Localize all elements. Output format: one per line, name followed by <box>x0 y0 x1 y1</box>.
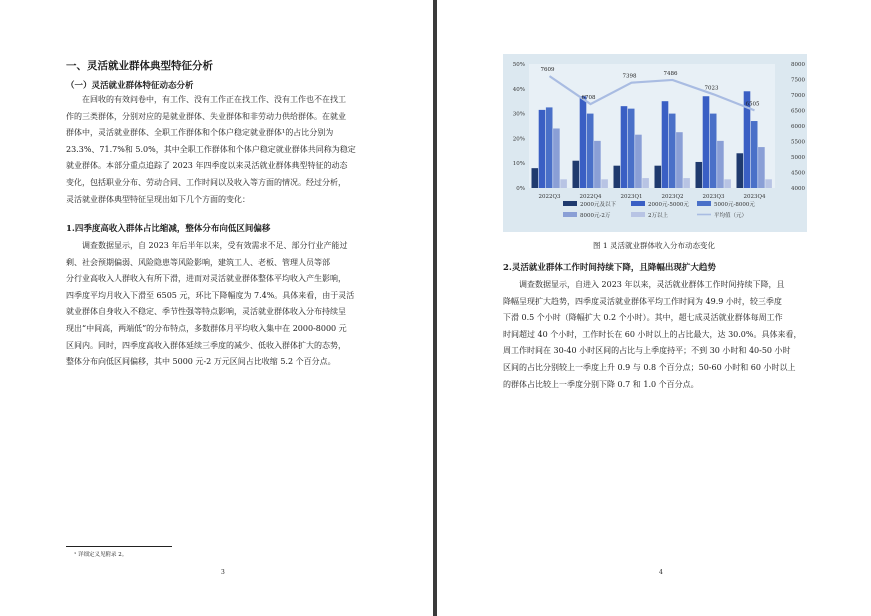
legend-label: 平均值（元） <box>714 213 748 219</box>
legend-swatch <box>563 201 577 206</box>
legend-swatch <box>631 212 645 217</box>
bar <box>539 110 546 188</box>
line-data-label: 7398 <box>622 73 637 80</box>
legend-label: 5000元-8000元 <box>714 202 755 208</box>
bar <box>655 166 662 188</box>
category-label: 2023Q4 <box>743 194 766 200</box>
bar <box>703 96 710 188</box>
paragraph-line: 时间超过 40 个小时，工作时长在 60 小时以上的占比最大，达 30.0%。具体来看， <box>503 329 802 339</box>
legend-swatch <box>697 201 711 206</box>
left-tick-label: 40% <box>512 86 525 93</box>
line-data-label: 6708 <box>581 95 596 102</box>
bar <box>621 106 628 188</box>
bar <box>642 178 649 188</box>
paragraph-line: 整体分布向低区间偏移，其中 5000 元-2 万元区间占比收缩 5.2 个百分点。 <box>66 357 336 367</box>
bar <box>724 179 731 188</box>
line-data-label: 7609 <box>540 67 555 74</box>
intro-paragraph <box>66 92 378 208</box>
legend-swatch <box>563 212 577 217</box>
paragraph-line: 降幅呈现扩大趋势，四季度灵活就业群体平均工作时间为 49.9 小时，较三季度 <box>503 296 782 306</box>
page-number: 3 <box>221 569 225 576</box>
chart-svg <box>503 54 807 232</box>
paragraph-line: 调查数据显示，自进入 2023 年以来，灵活就业群体工作时间持续下降，且 <box>519 280 785 289</box>
bar <box>710 114 717 188</box>
subsection-title: （一）灵活就业群体特征动态分析 <box>66 81 194 91</box>
paragraph-line: 灵活就业群体典型特征呈现出如下几个方面的变化： <box>66 194 250 204</box>
paragraph-line: 周工作时间在 30-40 小时区间的占比与上季度持平；不到 30 小时和 40-50 小时 <box>503 346 791 356</box>
right-tick-label: 6000 <box>791 124 805 130</box>
bar <box>662 101 669 188</box>
paragraph-line: 在回收的有效问卷中，有工作、没有工作正在找工作、没有工作也不在找工 <box>82 95 346 104</box>
paragraph-line: 剩、社会预期偏弱、风险隐患等风险影响，建筑工人、老板、管理人员等部 <box>66 257 330 267</box>
income-distribution-chart <box>503 54 807 232</box>
paragraph-line: 区间内。同时，四季度高收入群体延续三季度的减少、低收入群体扩大的态势， <box>66 340 346 350</box>
footnote-rule <box>66 546 172 547</box>
bar <box>580 96 587 188</box>
paragraph-line: 分行业高收入人群收入有所下滑，进而对灵活就业群体整体平均收入产生影响， <box>66 274 346 284</box>
bar <box>676 132 683 188</box>
point1-title: 1.四季度高收入群体占比缩减，整体分布向低区间偏移 <box>66 224 271 234</box>
category-label: 2022Q3 <box>538 194 561 200</box>
figure-caption: 图 1 灵活就业群体收入分布动态变化 <box>592 241 716 250</box>
paragraph-line: 下滑 0.5 个小时（降幅扩大 0.2 个小时）。其中，超七成灵活就业群体每周工作 <box>503 313 783 323</box>
paragraph-line: 就业群体。本部分重点追踪了 2023 年四季度以来灵活就业群体典型特征的动态 <box>66 161 348 171</box>
right-tick-label: 7000 <box>791 93 805 99</box>
bar <box>628 109 635 188</box>
paragraph-line: 23.3%、71.7%和 5.0%，其中全职工作群体和个体户稳定就业群体共同称为稳定 <box>66 144 356 154</box>
paragraph-line: 的群体占比较上一季度分别下降 0.7 和 1.0 个百分点。 <box>503 379 699 389</box>
paragraph-line: 变化，包括职业分布、劳动合同、工作时间以及收入等方面的情况。经过分析， <box>66 177 346 187</box>
right-tick-label: 4500 <box>791 170 805 177</box>
right-tick-label: 5500 <box>791 139 805 146</box>
document-page-4 <box>437 0 871 616</box>
bar <box>765 179 772 188</box>
category-label: 2022Q4 <box>579 194 602 200</box>
bar <box>587 114 594 188</box>
bar <box>751 121 758 188</box>
bar <box>737 153 744 188</box>
paragraph-line: 现出“中间高，两端低”的分布特点，多数群体月平均收入集中在 2000-8000 元 <box>66 323 347 333</box>
watermark: CSDN @趋势洞察库 <box>730 591 859 607</box>
right-tick-label: 5000 <box>791 155 805 161</box>
bar <box>601 179 608 188</box>
legend-label: 2000元及以下 <box>580 202 616 208</box>
legend-label: 2万以上 <box>648 213 668 219</box>
bar <box>717 141 724 188</box>
right-tick-label: 6500 <box>791 108 805 115</box>
paragraph-line: 作的三类群体，分别对应的是就业群体、失业群体和非劳动力供给群体。在就业 <box>66 111 346 121</box>
category-label: 2023Q1 <box>620 194 643 200</box>
bar <box>532 168 539 188</box>
bar <box>696 162 703 188</box>
page-number: 4 <box>659 569 663 576</box>
right-tick-label: 7500 <box>791 77 805 84</box>
bar <box>546 107 553 188</box>
worktime-paragraph <box>503 277 809 393</box>
left-tick-label: 30% <box>512 111 525 118</box>
paragraph-line: 调查数据显示，自 2023 年后半年以来，受有效需求不足、部分行业产能过 <box>82 241 348 250</box>
bar <box>573 161 580 188</box>
section-title: 一、灵活就业群体典型特征分析 <box>66 60 213 72</box>
line-data-label: 6505 <box>745 101 760 108</box>
footnote: ¹ 详细定义见附录 2。 <box>74 552 128 558</box>
paragraph-line: 区间的占比分别较上一季度上升 0.9 与 0.8 个百分点；50-60 小时和 60 小时以上 <box>503 362 796 372</box>
category-label: 2023Q3 <box>702 194 725 200</box>
right-tick-label: 4000 <box>791 186 805 192</box>
left-tick-label: 0% <box>516 186 525 192</box>
bar <box>553 128 560 188</box>
paragraph-line: 就业群体自身收入不稳定、季节性强等特点影响，灵活就业群体收入分布持续呈 <box>66 307 346 317</box>
left-tick-label: 20% <box>512 136 525 143</box>
left-tick-label: 10% <box>512 161 525 168</box>
bar <box>614 166 621 188</box>
line-data-label: 7023 <box>704 85 719 92</box>
point2-title: 2.灵活就业群体工作时间持续下降，且降幅出现扩大趋势 <box>503 263 716 273</box>
legend-label: 8000元-2万 <box>580 213 611 219</box>
legend-label: 2000元-5000元 <box>648 202 689 208</box>
legend-swatch <box>631 201 645 206</box>
bar <box>635 135 642 188</box>
bar <box>758 147 765 188</box>
line-data-label: 7486 <box>663 70 678 77</box>
right-tick-label: 8000 <box>791 62 805 68</box>
category-label: 2023Q2 <box>661 194 684 200</box>
paragraph-line: 四季度平均月收入下滑至 6505 元，环比下降幅度为 7.4%。具体来看，由于灵活 <box>66 290 355 300</box>
income-paragraph <box>66 238 378 371</box>
bar <box>669 114 676 188</box>
bar <box>594 141 601 188</box>
paragraph-line: 群体中，灵活就业群体、全职工作群体和个体户稳定就业群体¹的占比分别为 <box>66 128 334 138</box>
document-page-3 <box>0 0 433 616</box>
bar <box>560 179 567 188</box>
left-tick-label: 50% <box>512 62 525 68</box>
bar <box>683 178 690 188</box>
